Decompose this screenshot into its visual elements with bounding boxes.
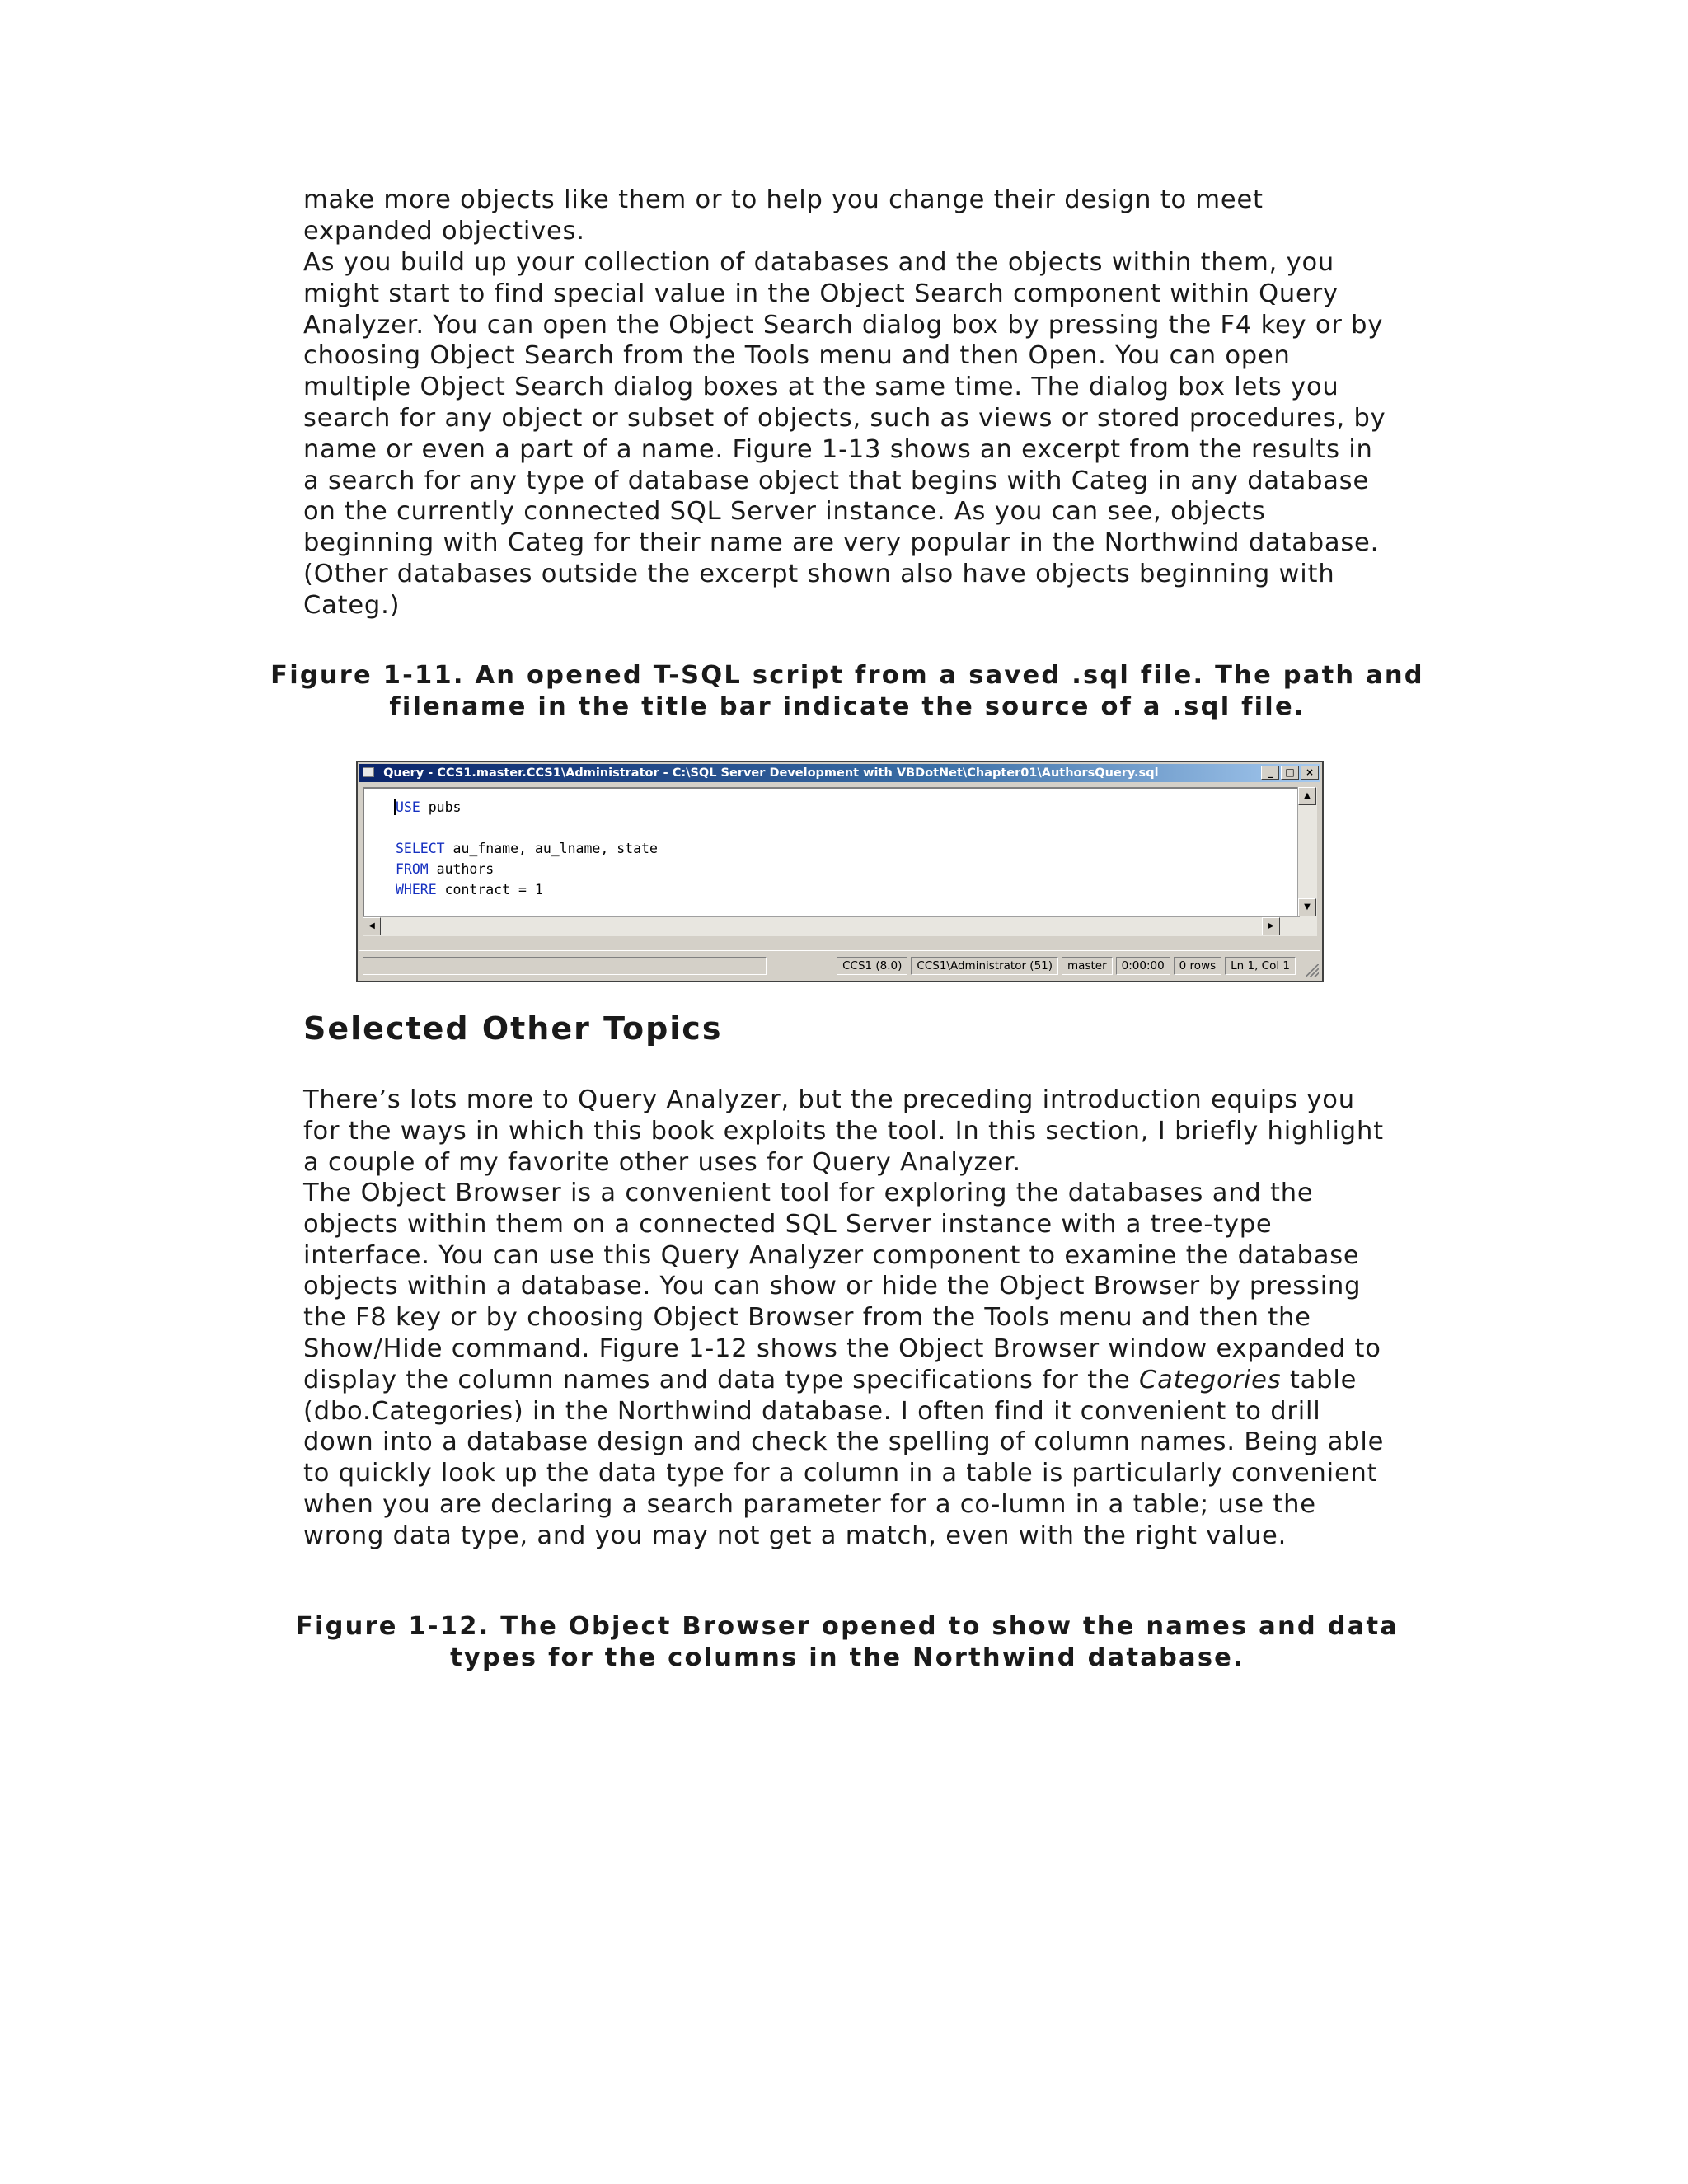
vertical-scrollbar[interactable] xyxy=(1297,787,1317,936)
status-server: CCS1 (8.0) xyxy=(837,957,907,975)
status-bar xyxy=(359,950,1320,979)
window-controls xyxy=(1261,766,1319,780)
categories-table-name: Categories xyxy=(1139,1365,1282,1394)
figure-11-caption-line-2: filename in the title bar indicate the source of a .sql file. xyxy=(389,692,1306,721)
status-elapsed: 0:00:00 xyxy=(1116,957,1170,975)
figure-11-caption-line-1: Figure 1-11. An opened T-SQL script from a saved .sql file. The path and xyxy=(270,661,1424,690)
keyword-where: WHERE xyxy=(396,882,437,898)
paragraph-2: As you build up your collection of databases and the objects within them, you might start to find special value in the Object Search component within Query Analyzer. You can open the Object Search dialog box by pressing the F4 key or by choosing Object Search from the Tools menu and then Open. You can open multiple Object Search dialog boxes at the same time. The dialog box lets you search for any object or subset of objects, such as views or stored procedures, by name or even a part of a name. Figure 1-13 shows an excerpt from the results in a search for any type of database object that begins with Categ in any database on the currently connected SQL Server instance. As you can see, objects beginning with Categ for their name are very popular in the Northwind database. (Other databases outside the excerpt shown also have objects beginning with Categ.) xyxy=(303,248,1386,620)
scroll-up-icon[interactable]: ▲ xyxy=(1298,787,1316,805)
scroll-left-icon[interactable]: ◀ xyxy=(363,917,381,935)
minimize-icon[interactable]: _ xyxy=(1261,766,1279,780)
section-heading: Selected Other Topics xyxy=(303,1010,723,1047)
code-line-1-rest: pubs xyxy=(420,799,462,815)
horizontal-scrollbar[interactable] xyxy=(363,916,1300,936)
query-window-figure xyxy=(356,761,1324,982)
keyword-select: SELECT xyxy=(396,841,445,856)
scroll-down-icon[interactable]: ▼ xyxy=(1298,898,1316,916)
sql-editor[interactable] xyxy=(363,787,1300,936)
figure-12-caption-line-1: Figure 1-12. The Object Browser opened to show the names and data xyxy=(295,1612,1400,1641)
code-line-2-rest: au_fname, au_lname, state xyxy=(444,841,658,856)
code-line-3-rest: authors xyxy=(428,861,495,877)
scroll-right-icon[interactable]: ▶ xyxy=(1262,917,1280,935)
figure-12-caption-line-2: types for the columns in the Northwind database. xyxy=(450,1643,1245,1672)
query-window-icon xyxy=(363,767,374,777)
sql-code xyxy=(396,797,658,900)
status-user: CCS1\Administrator (51) xyxy=(911,957,1058,975)
keyword-from: FROM xyxy=(396,861,429,877)
maximize-icon[interactable]: □ xyxy=(1281,766,1299,780)
status-rows: 0 rows xyxy=(1174,957,1221,975)
paragraph-4-end: table (dbo.Categories) in the Northwind database. I often find it convenient to drill down into a database design and check the spelling of column names. Being able to quickly look up the data type for a column in a table is particularly convenient when you are declaring a search parameter for a co-lumn in a table; use the wrong data type, and you may not get a match, even with the right value. xyxy=(303,1365,1385,1550)
window-title-bar[interactable] xyxy=(359,764,1320,782)
window-title: Query - CCS1.master.CCS1\Administrator - C:\SQL Server Development with VBDotNet\Chapter01\AuthorsQuery.sql xyxy=(383,766,1159,780)
paragraph-3: There’s lots more to Query Analyzer, but the preceding introduction equips you for the ways in which this book exploits the tool. In this section, I briefly highlight a couple of my favorite other uses for Query Analyzer. xyxy=(303,1085,1384,1177)
keyword-use: USE xyxy=(396,799,420,815)
status-database: master xyxy=(1062,957,1113,975)
status-message-area xyxy=(363,957,767,975)
paragraph-1: make more objects like them or to help you change their design to meet expanded objectives. xyxy=(303,185,1264,246)
close-icon[interactable]: × xyxy=(1301,766,1319,780)
resize-grip-icon[interactable] xyxy=(1306,964,1319,977)
paragraph-4-start: The Object Browser is a convenient tool for exploring the databases and the objects within them on a connected SQL Server instance with a tree-type interface. You can use this Query Analyzer component to examine the database objects within a database. You can show or hide the Object Browser by pressing the F8 key or by choosing Object Browser from the Tools menu and then the Show/Hide command. Figure 1-12 shows the Object Browser window expanded to display the column names and data type specifications for the xyxy=(303,1179,1381,1394)
status-cells xyxy=(837,957,1296,975)
status-position: Ln 1, Col 1 xyxy=(1225,957,1296,975)
code-line-4-rest: contract = 1 xyxy=(436,882,543,898)
paragraph-4 xyxy=(303,1178,1391,1552)
